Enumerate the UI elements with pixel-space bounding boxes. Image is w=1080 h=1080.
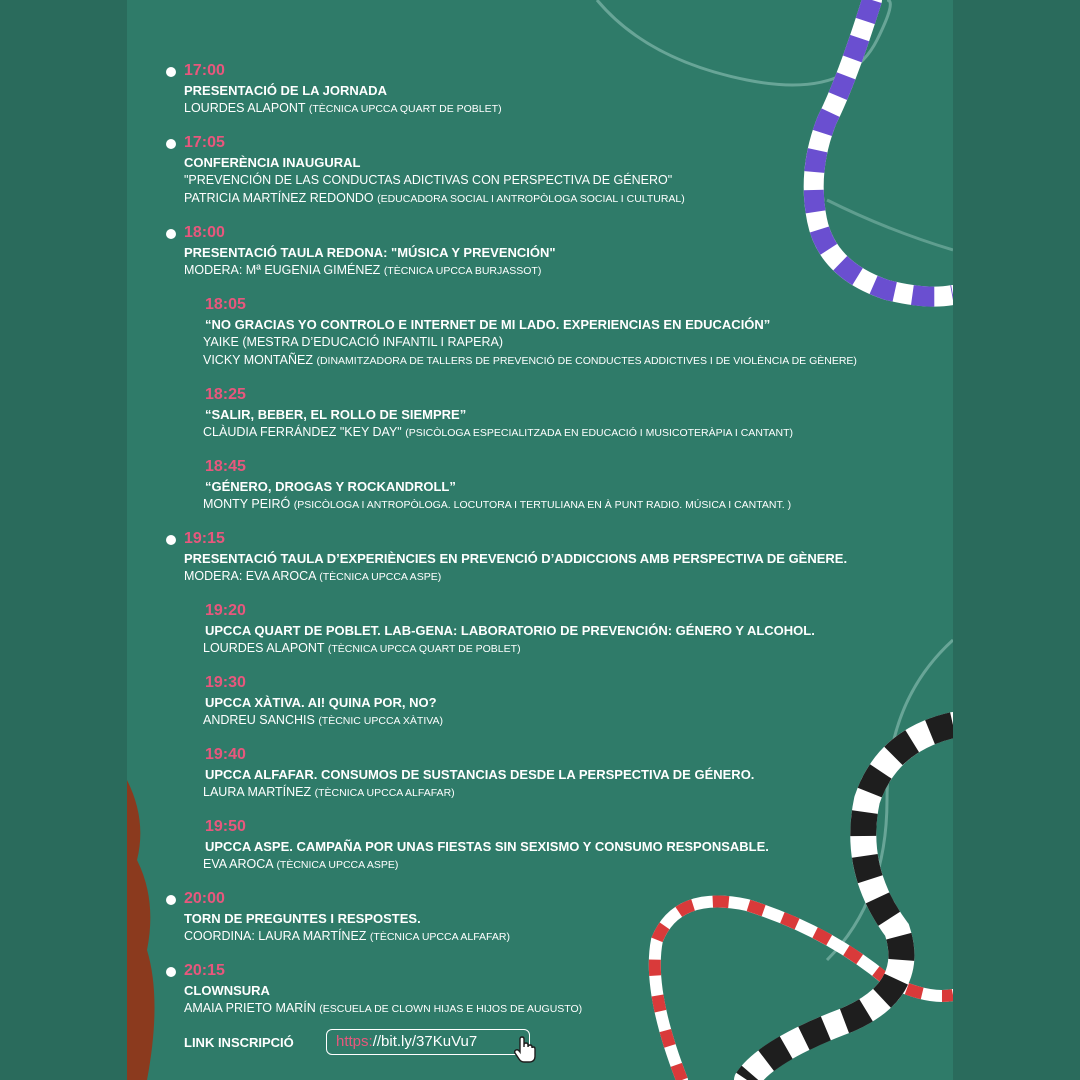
event-title: PRESENTACIÓ TAULA REDONA: "MÚSICA Y PREVENCIÓN" (184, 245, 556, 260)
event-speaker: VICKY MONTAÑEZ (DINAMITZADORA DE TALLERS DE PREVENCIÓ DE CONDUCTES ADDICTIVES I DE VIOLÈNCIA DE GÈNERE) (203, 353, 857, 367)
event-time: 19:20 (205, 602, 246, 619)
event-title: CONFERÈNCIA INAUGURAL (184, 155, 361, 170)
event-speaker: MODERA: EVA AROCA (TÈCNICA UPCCA ASPE) (184, 569, 442, 583)
event-time: 18:45 (205, 458, 246, 475)
event-title: “GÉNERO, DROGAS Y ROCKANDROLL” (205, 479, 456, 494)
event-title: CLOWNSURA (184, 983, 270, 998)
timeline-bullet (166, 967, 176, 977)
event-time: 19:30 (205, 674, 246, 691)
event-time: 19:40 (205, 746, 246, 763)
event-title: PRESENTACIÓ DE LA JORNADA (184, 83, 387, 98)
hand-pointer-icon (514, 1036, 536, 1064)
event-time: 18:00 (184, 224, 225, 241)
event-time: 17:05 (184, 134, 225, 151)
event-speaker: CLÀUDIA FERRÁNDEZ "KEY DAY" (PSICÒLOGA ESPECIALITZADA EN EDUCACIÓ I MUSICOTERÀPIA I CANTANT) (203, 425, 794, 439)
event-speaker: "PREVENCIÓN DE LAS CONDUCTAS ADICTIVAS CON PERSPECTIVA DE GÉNERO" (184, 173, 673, 187)
event-time: 20:15 (184, 962, 225, 979)
timeline-bullet (166, 895, 176, 905)
event-speaker: MONTY PEIRÓ (PSICÒLOGA I ANTROPÒLOGA. LOCUTORA I TERTULIANA EN À PUNT RADIO. MÚSICA I CANTANT. ) (203, 497, 792, 511)
event-speaker: AMAIA PRIETO MARÍN (ESCUELA DE CLOWN HIJAS E HIJOS DE AUGUSTO) (184, 1001, 583, 1015)
registration-link-label: LINK INSCRIPCIÓ (184, 1035, 294, 1050)
event-title: “NO GRACIAS YO CONTROLO E INTERNET DE MI LADO. EXPERIENCIAS EN EDUCACIÓN” (205, 317, 771, 332)
event-time: 19:50 (205, 818, 246, 835)
event-title: PRESENTACIÓ TAULA D’EXPERIÈNCIES EN PREVENCIÓ D’ADDICCIONS AMB PERSPECTIVA DE GÈNERE. (184, 551, 848, 566)
event-speaker: LOURDES ALAPONT (TÈCNICA UPCCA QUART DE POBLET) (184, 101, 502, 115)
event-title: UPCCA XÀTIVA. AI! QUINA POR, NO? (205, 695, 437, 710)
event-title: UPCCA ASPE. CAMPAÑA POR UNAS FIESTAS SIN SEXISMO Y CONSUMO RESPONSABLE. (205, 839, 769, 854)
event-speaker: ANDREU SANCHIS (TÈCNIC UPCCA XÀTIVA) (203, 713, 443, 727)
event-title: UPCCA QUART DE POBLET. LAB-GENA: LABORATORIO DE PREVENCIÓN: GÉNERO Y ALCOHOL. (205, 623, 815, 638)
event-title: TORN DE PREGUNTES I RESPOSTES. (184, 911, 421, 926)
registration-link[interactable]: https://bit.ly/37KuVu7 (326, 1029, 530, 1055)
event-speaker: PATRICIA MARTÍNEZ REDONDO (EDUCADORA SOCIAL I ANTROPÒLOGA SOCIAL I CULTURAL) (184, 191, 685, 205)
event-speaker: COORDINA: LAURA MARTÍNEZ (TÈCNICA UPCCA ALFAFAR) (184, 929, 510, 943)
event-title: “SALIR, BEBER, EL ROLLO DE SIEMPRE” (205, 407, 467, 422)
event-title: UPCCA ALFAFAR. CONSUMOS DE SUSTANCIAS DESDE LA PERSPECTIVA DE GÉNERO. (205, 767, 755, 782)
event-speaker: YAIKE (MESTRA D’EDUCACIÓ INFANTIL I RAPERA) (203, 335, 504, 349)
event-time: 18:05 (205, 296, 246, 313)
event-speaker: MODERA: Mª EUGENIA GIMÉNEZ (TÈCNICA UPCCA BURJASSOT) (184, 263, 542, 277)
timeline-bullet (166, 229, 176, 239)
event-time: 20:00 (184, 890, 225, 907)
event-speaker: LOURDES ALAPONT (TÈCNICA UPCCA QUART DE POBLET) (203, 641, 521, 655)
timeline-bullet (166, 67, 176, 77)
timeline-bullet (166, 139, 176, 149)
event-time: 19:15 (184, 530, 225, 547)
event-speaker: LAURA MARTÍNEZ (TÈCNICA UPCCA ALFAFAR) (203, 785, 455, 799)
event-time: 17:00 (184, 62, 225, 79)
timeline-bullet (166, 535, 176, 545)
event-time: 18:25 (205, 386, 246, 403)
event-speaker: EVA AROCA (TÈCNICA UPCCA ASPE) (203, 857, 399, 871)
